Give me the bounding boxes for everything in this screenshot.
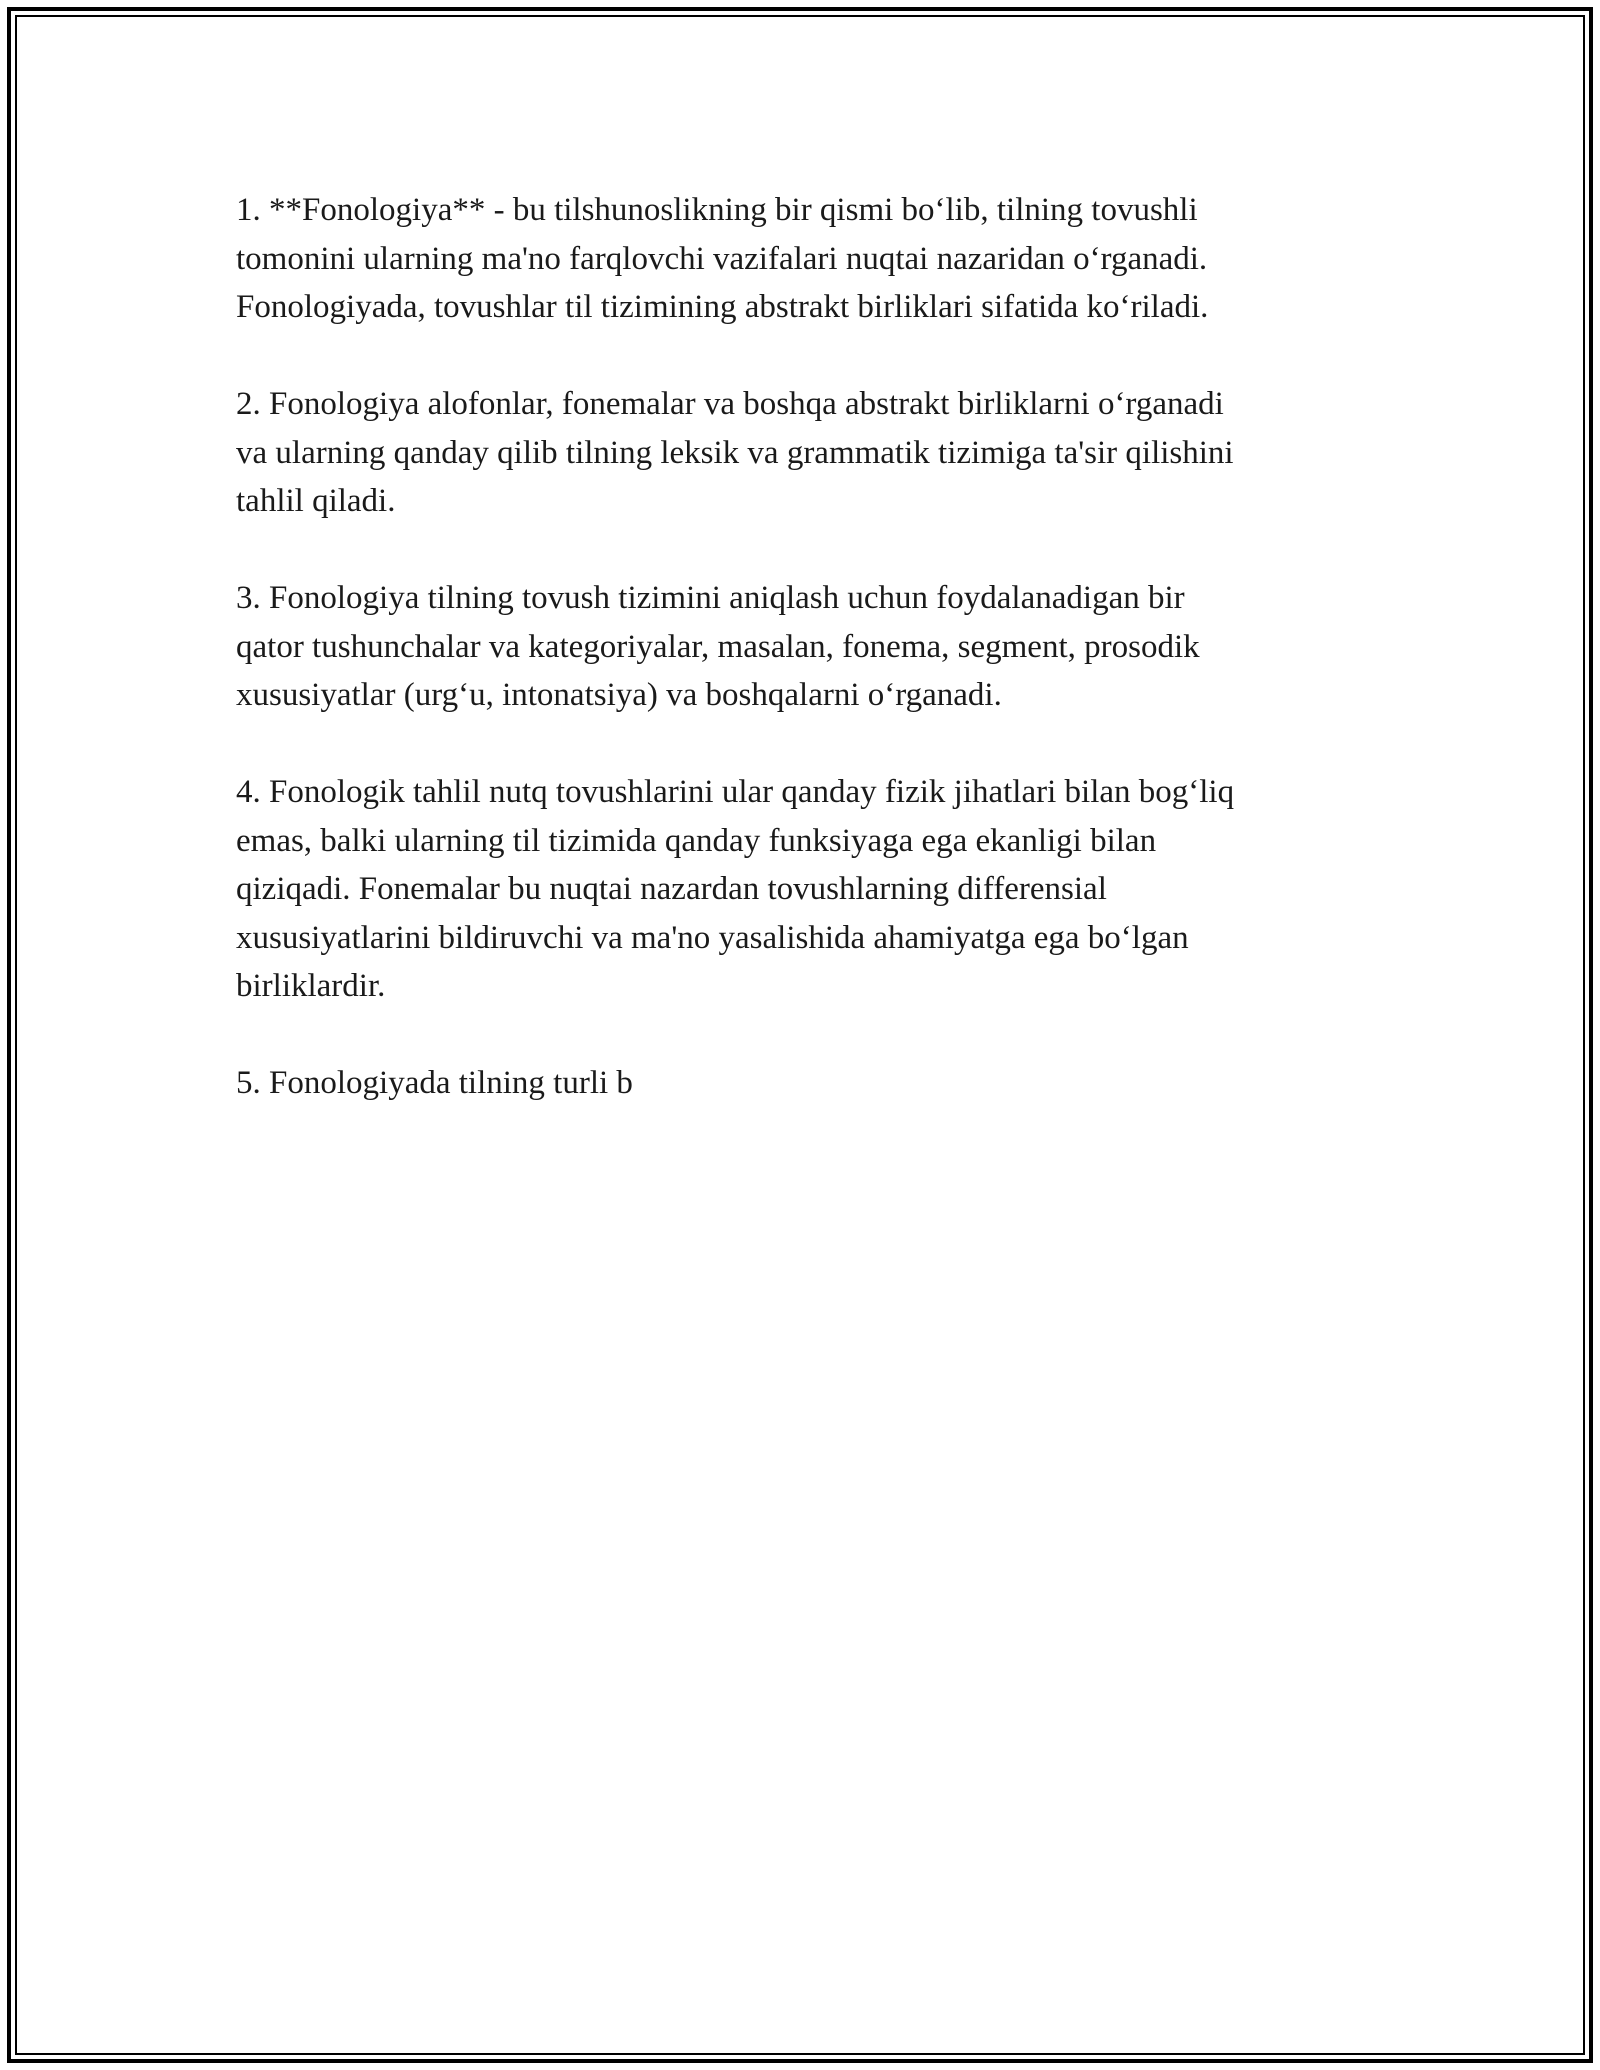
text-line: xususiyatlarini bildiruvchi va ma'no yasalishida ahamiyatga ega bo‘lgan: [236, 919, 1189, 956]
text-line: 2. Fonologiya alofonlar, fonemalar va boshqa abstrakt birliklarni o‘rganadi: [236, 386, 1224, 422]
paragraph-1: [236, 186, 1366, 332]
text-line: va ularning qanday qilib tilning leksik va grammatik tizimiga ta'sir qilishini: [236, 434, 1234, 471]
text-line: 3. Fonologiya tilning tovush tizimini aniqlash uchun foydalanadigan bir: [236, 580, 1185, 616]
text-line: Fonologiyada, tovushlar til tizimining abstrakt birliklari sifatida ko‘riladi.: [236, 289, 1209, 325]
text-line: 4. Fonologik tahlil nutq tovushlarini ular qanday fizik jihatlari bilan bog‘liq: [236, 774, 1235, 810]
text-line: tahlil qiladi.: [236, 483, 396, 519]
text-line: birliklardir.: [236, 968, 386, 1004]
paragraph-2: [236, 380, 1366, 526]
text-line: xususiyatlar (urg‘u, intonatsiya) va boshqalarni o‘rganadi.: [236, 677, 1002, 713]
paragraph-5: [236, 1059, 1366, 1108]
text-line: 5. Fonologiyada tilning turli b: [236, 1065, 633, 1101]
document-body: [236, 186, 1366, 1156]
paragraph-4: [236, 768, 1366, 1011]
text-line: 1. **Fonologiya** - bu tilshunoslikning bir qismi bo‘lib, tilning tovushli: [236, 192, 1198, 228]
text-line: emas, balki ularning til tizimida qanday funksiyaga ega ekanligi bilan: [236, 822, 1157, 859]
text-line: qiziqadi. Fonemalar bu nuqtai nazardan tovushlarning differensial: [236, 871, 1107, 907]
text-line: tomonini ularning ma'no farqlovchi vazifalari nuqtai nazaridan o‘rganadi.: [236, 240, 1208, 277]
paragraph-3: [236, 574, 1366, 720]
text-line: qator tushunchalar va kategoriyalar, masalan, fonema, segment, prosodik: [236, 628, 1200, 665]
